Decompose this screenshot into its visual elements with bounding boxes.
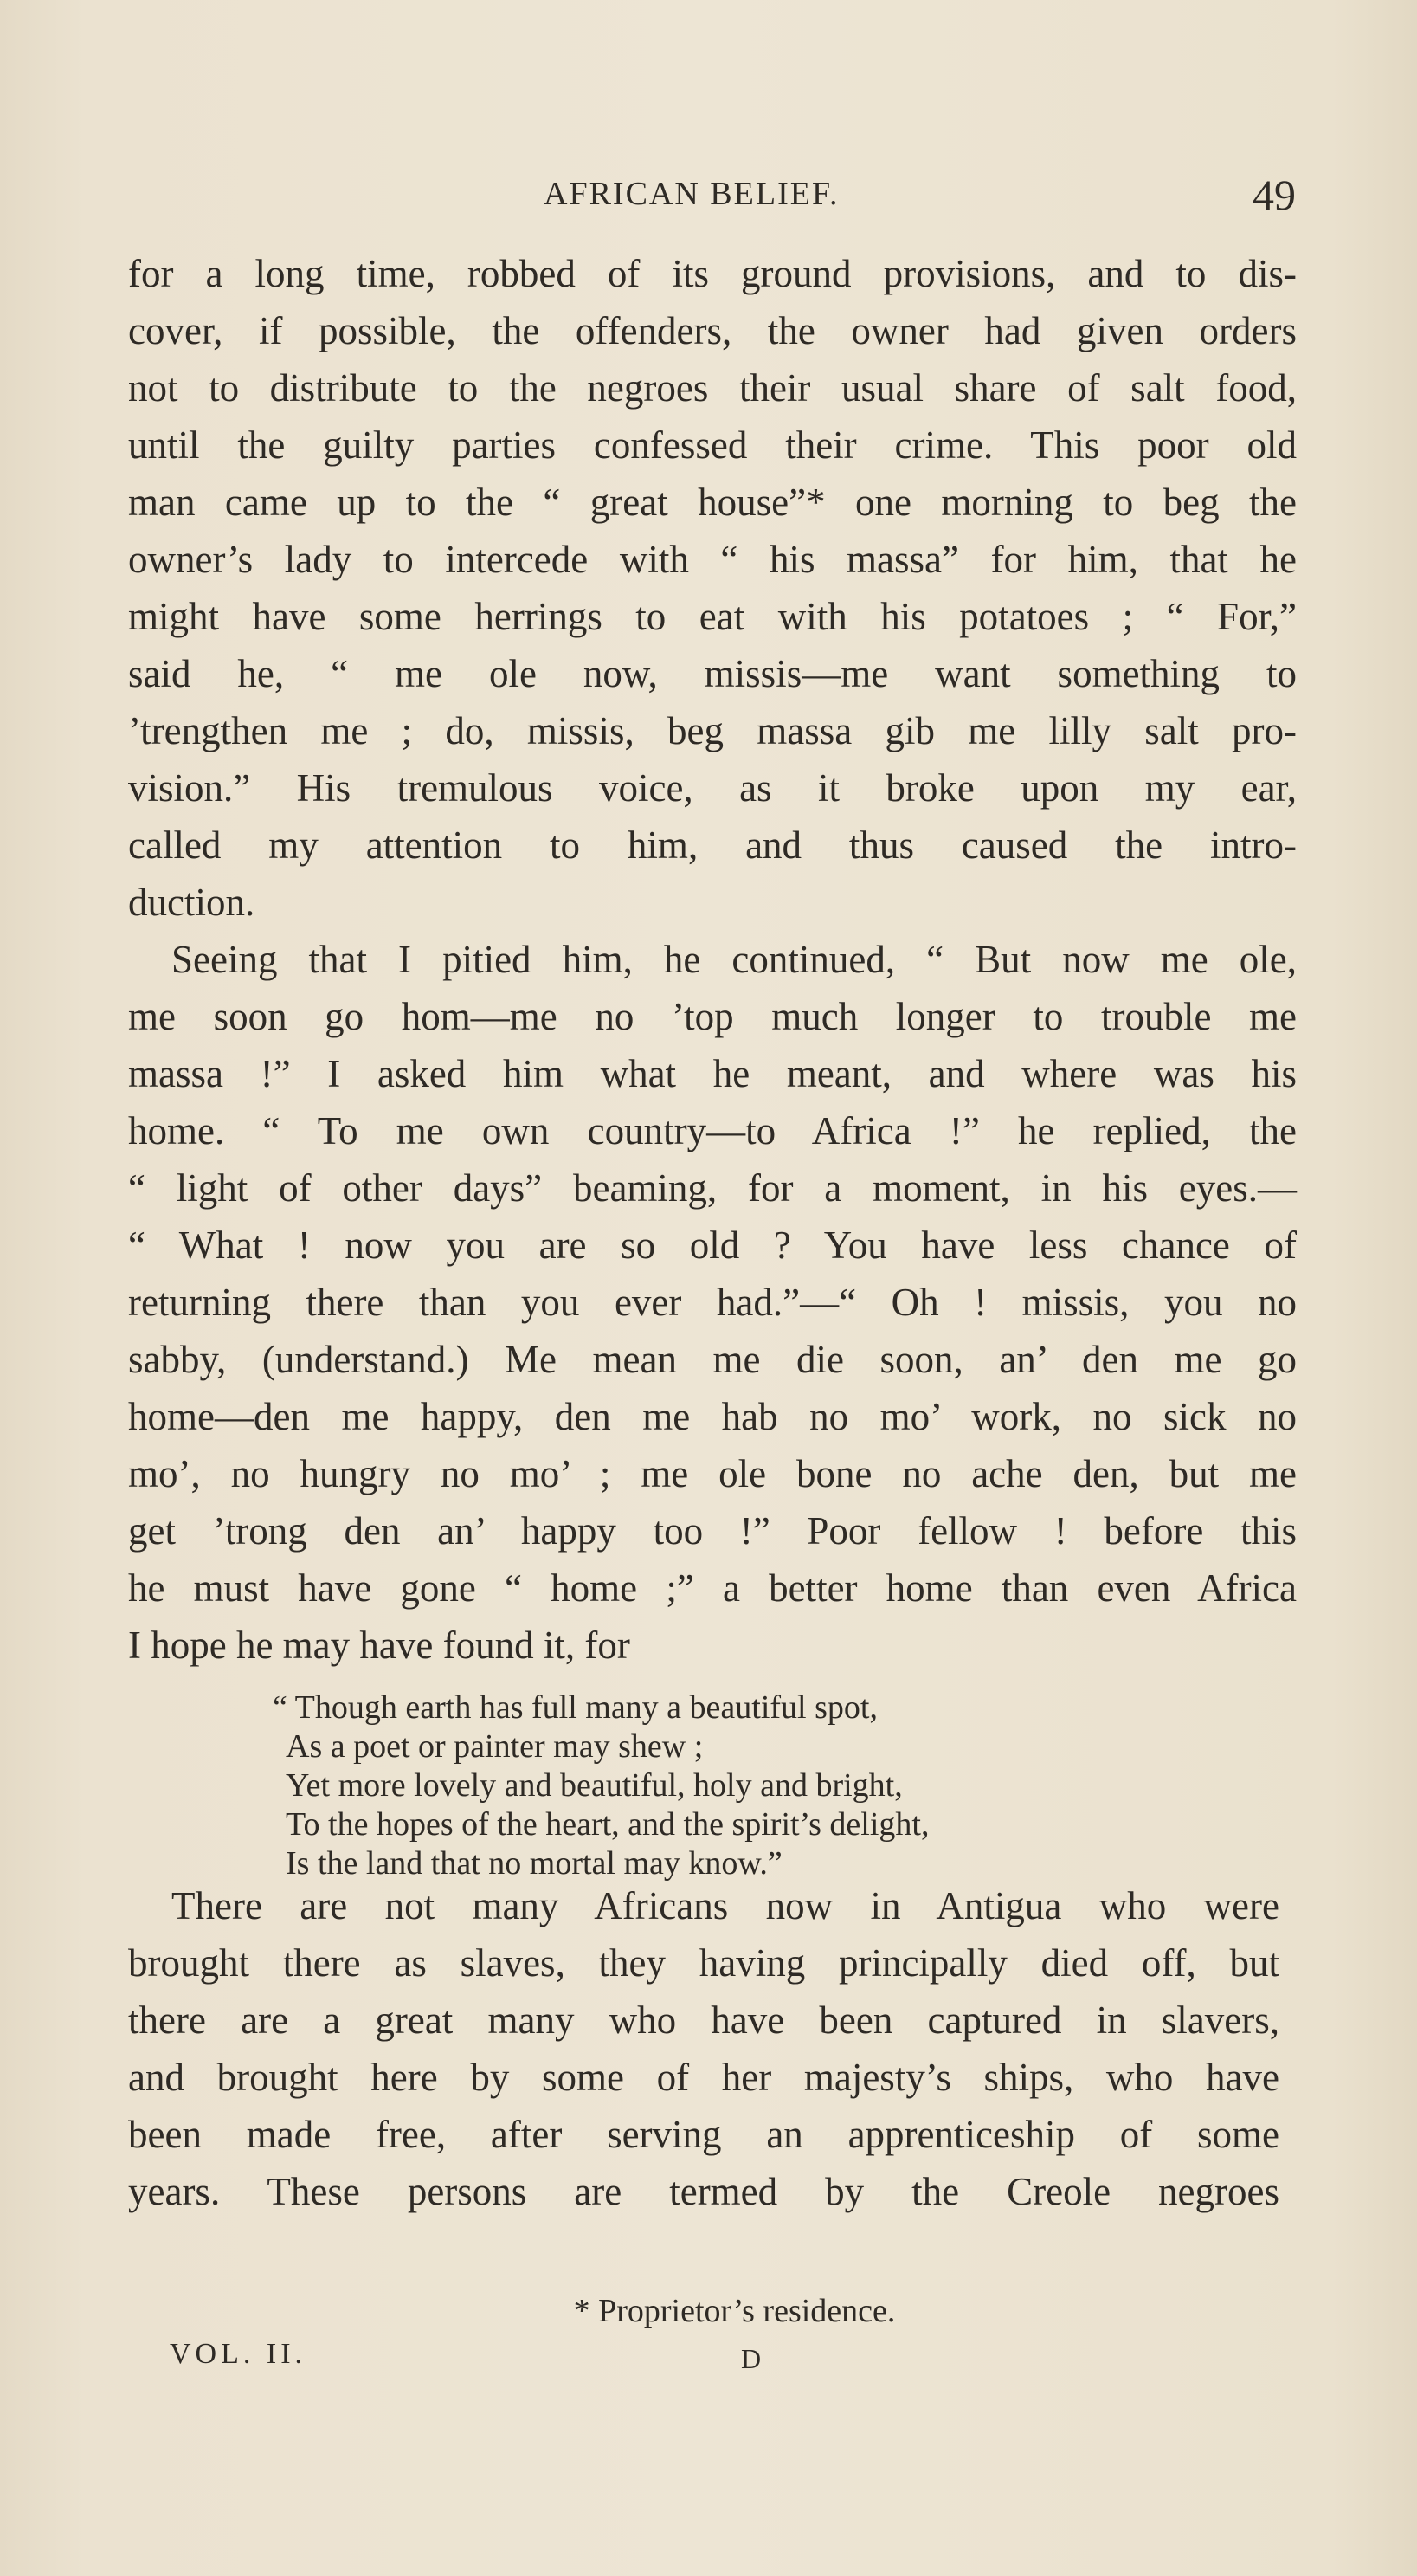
text-line: There are not many Africans now in Antigua who were xyxy=(171,1884,1279,1927)
text-line: owner’s lady to intercede with “ his massa” for him, that he xyxy=(128,538,1297,581)
verse-line: To the hopes of the heart, and the spirit’s delight, xyxy=(286,1806,930,1843)
text-line: returning there than you ever had.”—“ Oh ! missis, you no xyxy=(128,1281,1297,1324)
text-line: mo’, no hungry no mo’ ; me ole bone no ache den, but me xyxy=(128,1452,1297,1495)
text-line: sabby, (understand.) Me mean me die soon, an’ den me go xyxy=(128,1338,1297,1381)
text-line: he must have gone “ home ;” a better home than even Africa xyxy=(128,1566,1297,1610)
text-line: ’trengthen me ; do, missis, beg massa gib me lilly salt pro- xyxy=(128,709,1297,752)
volume-label: VOL. II. xyxy=(170,2338,307,2370)
text-line: home—den me happy, den me hab no mo’ work, no sick no xyxy=(128,1395,1297,1438)
verse-quotation xyxy=(273,1688,929,1883)
page-footer xyxy=(0,2338,1417,2381)
text-line: “ light of other days” beaming, for a moment, in his eyes.— xyxy=(128,1166,1297,1210)
signature-mark: D xyxy=(741,2343,762,2374)
text-line: might have some herrings to eat with his potatoes ; “ For,” xyxy=(128,595,1297,638)
text-line: man came up to the “ great house”* one morning to beg the xyxy=(128,481,1297,524)
text-line: for a long time, robbed of its ground provisions, and to dis- xyxy=(128,252,1297,295)
text-line: not to distribute to the negroes their usual share of salt food, xyxy=(128,366,1297,410)
verse-line: Yet more lovely and beautiful, holy and bright, xyxy=(286,1767,903,1804)
text-line: massa !” I asked him what he meant, and where was his xyxy=(128,1052,1297,1095)
verse-line: “ Though earth has full many a beautiful spot, xyxy=(273,1689,878,1726)
text-line: called my attention to him, and thus caused the intro- xyxy=(128,823,1297,867)
running-head xyxy=(0,170,1417,222)
text-line: there are a great many who have been captured in slavers, xyxy=(128,1998,1279,2042)
main-text xyxy=(128,245,1297,1674)
text-line: said he, “ me ole now, missis—me want something to xyxy=(128,652,1297,695)
text-line: duction. xyxy=(128,881,255,924)
page-number: 49 xyxy=(1253,171,1296,219)
verse-line: As a poet or painter may shew ; xyxy=(286,1728,704,1765)
main-text-continued xyxy=(128,1877,1279,2220)
text-line: brought there as slaves, they having principally died off, but xyxy=(128,1941,1279,1985)
text-line: cover, if possible, the offenders, the owner had given orders xyxy=(128,309,1297,352)
running-title: AFRICAN BELIEF. xyxy=(544,176,840,212)
text-line: I hope he may have found it, for xyxy=(128,1624,630,1667)
verse-line: Is the land that no mortal may know.” xyxy=(286,1845,783,1882)
text-line: “ What ! now you are so old ? You have less chance of xyxy=(128,1223,1297,1267)
text-line: years. These persons are termed by the Creole negroes xyxy=(128,2170,1279,2213)
text-line: until the guilty parties confessed their crime. This poor old xyxy=(128,423,1297,467)
text-line: get ’trong den an’ happy too !” Poor fellow ! before this xyxy=(128,1509,1297,1553)
text-line: Seeing that I pitied him, he continued, “ But now me ole, xyxy=(171,938,1297,981)
footnote: * Proprietor’s residence. xyxy=(573,2293,896,2329)
text-line: vision.” His tremulous voice, as it broke upon my ear, xyxy=(128,766,1297,810)
text-line: been made free, after serving an apprenticeship of some xyxy=(128,2113,1279,2156)
text-line: home. “ To me own country—to Africa !” he replied, the xyxy=(128,1109,1297,1152)
text-line: and brought here by some of her majesty’s ships, who have xyxy=(128,2056,1279,2099)
text-line: me soon go hom—me no ’top much longer to trouble me xyxy=(128,995,1297,1038)
